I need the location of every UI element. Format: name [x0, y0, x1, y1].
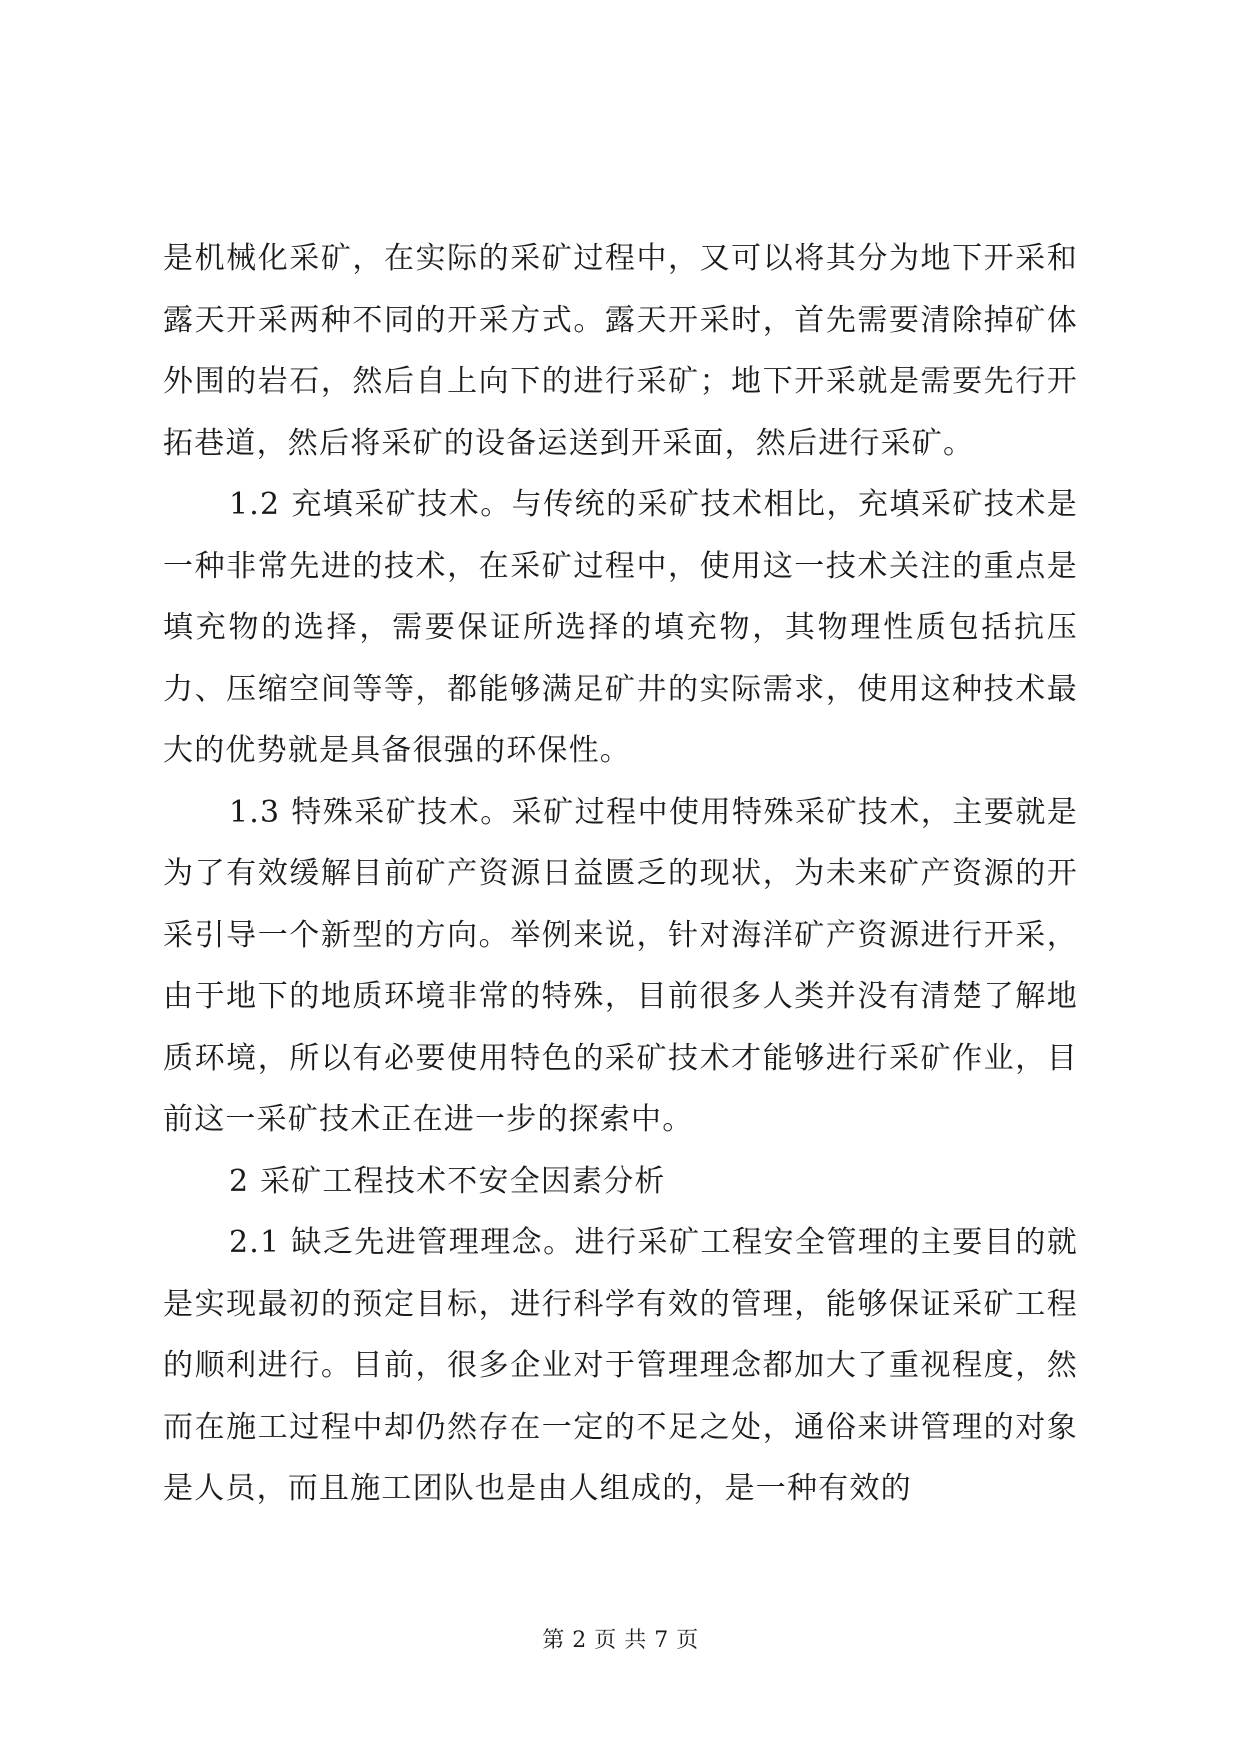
document-body [163, 228, 1078, 1520]
section-heading-2: 2 采矿工程技术不安全因素分析 [229, 1163, 666, 1199]
page-number-footer: 第 2 页 共 7 页 [542, 1628, 699, 1653]
paragraph-continuation: 是机械化采矿，在实际的采矿过程中，又可以将其分为地下开采和露天开采两种不同的开采方式。露天开采时，首先需要清除掉矿体外围的岩石，然后自上向下的进行采矿；地下开采就是需要先行开拓巷道，然后将采矿的设备运送到开采面，然后进行采矿。 [163, 241, 1078, 461]
paragraph-1-3: 1.3 特殊采矿技术。采矿过程中使用特殊采矿技术，主要就是为了有效缓解目前矿产资源日益匮乏的现状，为未来矿产资源的开采引导一个新型的方向。举例来说，针对海洋矿产资源进行开采，由于地下的地质环境非常的特殊，目前很多人类并没有清楚了解地质环境，所以有必要使用特色的采矿技术才能够进行采矿作业，目前这一采矿技术正在进一步的探索中。 [163, 794, 1078, 1137]
paragraph-1-2: 1.2 充填采矿技术。与传统的采矿技术相比，充填采矿技术是一种非常先进的技术，在采矿过程中，使用这一技术关注的重点是填充物的选择，需要保证所选择的填充物，其物理性质包括抗压力、压缩空间等等，都能够满足矿井的实际需求，使用这种技术最大的优势就是具备很强的环保性。 [163, 487, 1078, 768]
paragraph-2-1: 2.1 缺乏先进管理理念。进行采矿工程安全管理的主要目的就是实现最初的预定目标，进行科学有效的管理，能够保证采矿工程的顺利进行。目前，很多企业对于管理理念都加大了重视程度，然而在施工过程中却仍然存在一定的不足之处，通俗来讲管理的对象是人员，而且施工团队也是由人组成的，是一种有效的 [163, 1225, 1078, 1506]
